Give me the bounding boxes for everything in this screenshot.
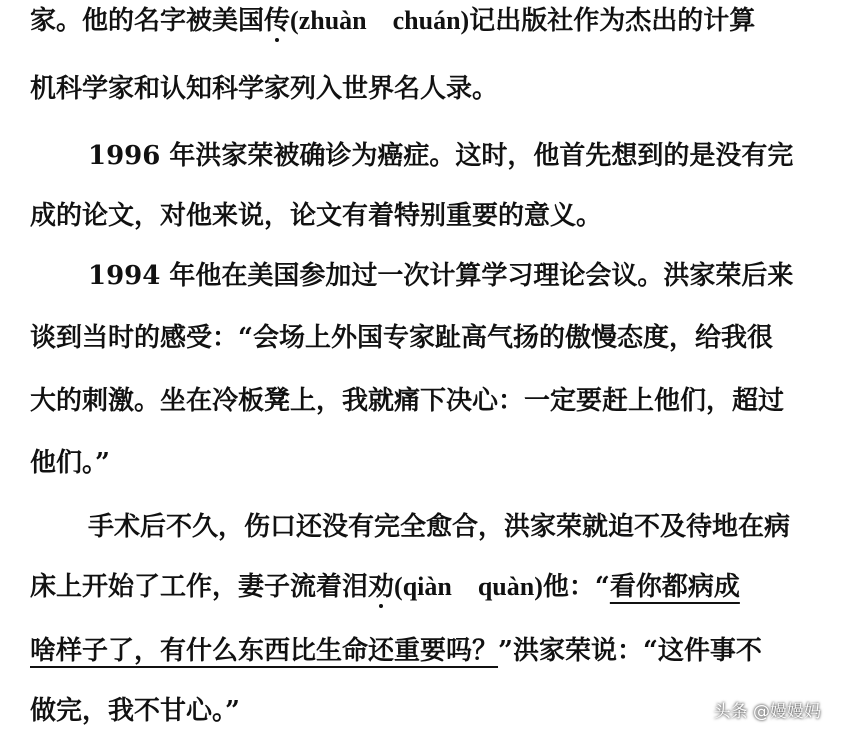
dotted-character: 传 (264, 6, 291, 36)
text-segment: 他：“ (542, 572, 610, 602)
text-segment: 家。他的名字被美国 (30, 6, 265, 36)
dotted-character: 劝 (368, 572, 395, 602)
text-line: 他们。” (30, 448, 110, 478)
text-segment: 记出版社作为杰出的计算 (469, 6, 756, 36)
text-line: 1994 年他在美国参加过一次计算学习理论会议。洪家荣后来 (88, 261, 794, 291)
text-line: 大的刺激。坐在冷板凳上，我就痛下决心：一定要赶上他们，超过 (30, 386, 785, 416)
text-line: 1996 年洪家荣被确诊为癌症。这时，他首先想到的是没有完 (88, 141, 794, 171)
text-segment: ”洪家荣说：“这件事不 (498, 636, 762, 666)
text-line: 机科学家和认知科学家列入世界名人录。 (30, 74, 499, 104)
text-line (30, 4, 835, 38)
text-line: 成的论文，对他来说，论文有着特别重要的意义。 (30, 201, 603, 231)
underlined-sentence: 看你都病成 (609, 572, 740, 602)
pinyin-options: (zhuàn chuán) (290, 6, 470, 35)
text-line (30, 634, 835, 668)
text-line: 手术后不久，伤口还没有完全愈合，洪家荣就迫不及待地在病 (88, 512, 791, 542)
underlined-sentence: 啥样子了，有什么东西比生命还重要吗？ (30, 636, 499, 666)
text-line: 谈到当时的感受：“会场上外国专家趾高气扬的傲慢态度，给我很 (30, 323, 773, 353)
text-line: 做完，我不甘心。” (30, 696, 240, 726)
text-line (30, 570, 835, 604)
watermark: 头条 @嫚嫚妈 (713, 702, 821, 722)
pinyin-options: (qiàn quàn) (394, 572, 543, 601)
text-segment: 床上开始了工作，妻子流着泪 (30, 572, 369, 602)
